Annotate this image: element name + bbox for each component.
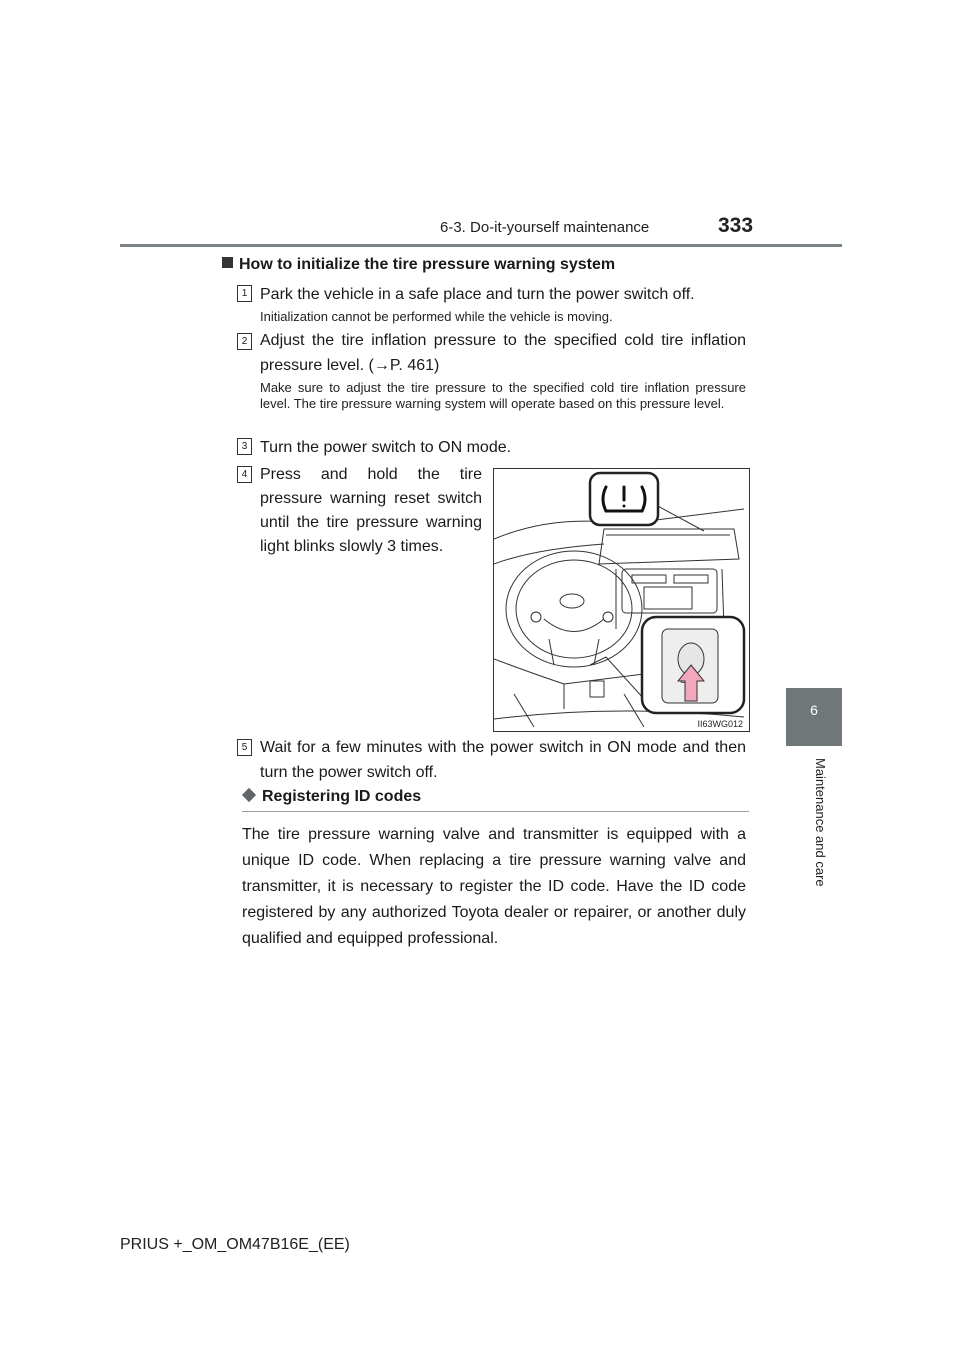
section-heading	[222, 256, 615, 274]
header-rule	[120, 244, 842, 247]
step-number-4: 4	[237, 466, 252, 483]
diamond-bullet-icon	[242, 788, 256, 802]
step-1-text: Park the vehicle in a safe place and turn the power switch off.	[260, 286, 695, 303]
footer-doc-id: PRIUS +_OM_OM47B16E_(EE)	[120, 1236, 350, 1253]
chapter-tab[interactable]: 6	[786, 688, 842, 746]
chapter-title-vertical: Maintenance and care	[813, 758, 828, 887]
page-number: 333	[718, 214, 754, 237]
step-number-5: 5	[237, 739, 252, 756]
dashboard-illustration	[493, 468, 750, 732]
figure-code: II63WG012	[697, 719, 743, 729]
step-5-text: Wait for a few minutes with the power switch in ON mode and then turn the power switch off.	[260, 739, 746, 781]
step-1-note: Initialization cannot be performed while the vehicle is moving.	[260, 309, 613, 324]
square-bullet-icon	[222, 257, 233, 268]
step-number-3: 3	[237, 438, 252, 455]
step-2-text: Adjust the tire inflation pressure to the specified cold tire inflation pressure level. (→P. 461)	[260, 332, 746, 374]
header-section-title: 6-3. Do-it-yourself maintenance	[440, 219, 650, 236]
step-number-1: 1	[237, 285, 252, 302]
section-heading-text: How to initialize the tire pressure warning system	[239, 256, 616, 273]
subsection-body: The tire pressure warning valve and transmitter is equipped with a unique ID code. When replacing a tire pressure warning valve and transmitter, it is necessary to register the ID code. Have the ID code registered by any authorized Toyota dealer or repairer, or another duly qualified and equipped professional.	[242, 826, 746, 947]
subsection-rule	[242, 811, 749, 812]
step-3-text: Turn the power switch to ON mode.	[260, 439, 512, 456]
step-2-note: Make sure to adjust the tire pressure to the specified cold tire inflation pressure level. The tire pressure warning system will operate based on this pressure level.	[260, 380, 746, 411]
step-4-text: Press and hold the tire pressure warning reset switch until the tire pressure warning light blinks slowly 3 times.	[260, 466, 482, 555]
subsection-heading	[242, 788, 421, 806]
step-number-2: 2	[237, 333, 252, 350]
subsection-heading-text: Registering ID codes	[262, 788, 422, 805]
dashboard-drawing	[494, 469, 749, 731]
